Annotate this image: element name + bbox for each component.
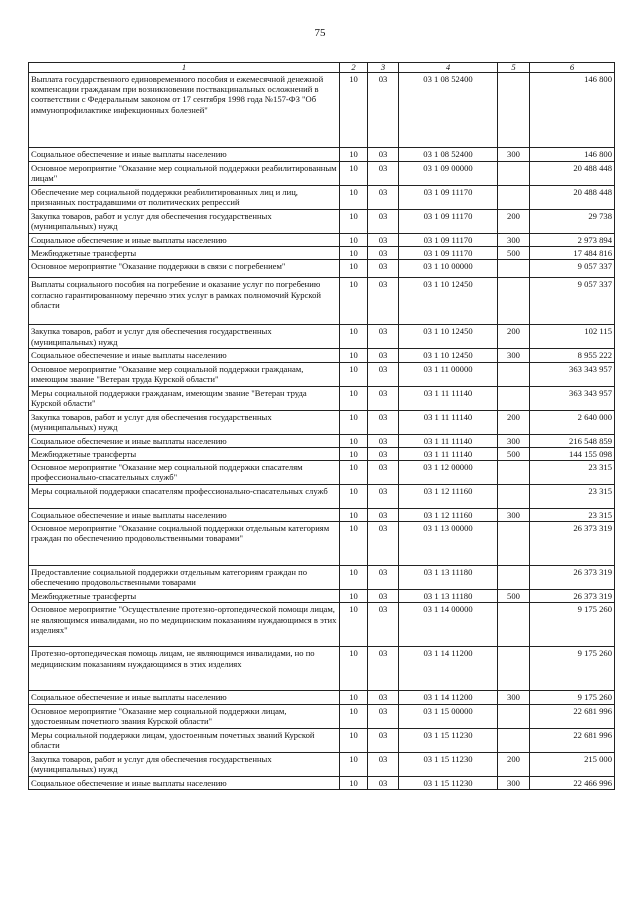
row-section-cell: 10 xyxy=(340,362,368,386)
page-number: 75 xyxy=(314,27,326,39)
header-row xyxy=(29,63,615,73)
table-row xyxy=(29,148,615,162)
row-kind-cell xyxy=(498,186,530,210)
row-sum-cell: 146 800 xyxy=(530,73,615,148)
row-subsection-cell: 03 xyxy=(368,522,399,566)
table-row xyxy=(29,73,615,148)
row-subsection-cell: 03 xyxy=(368,590,399,603)
row-section-cell: 10 xyxy=(340,434,368,447)
table-row xyxy=(29,704,615,728)
table-row xyxy=(29,325,615,349)
row-kind-cell: 300 xyxy=(498,691,530,704)
row-sum-cell: 22 681 996 xyxy=(530,704,615,728)
row-kind-cell xyxy=(498,728,530,752)
row-sum-cell: 9 057 337 xyxy=(530,260,615,278)
table-row xyxy=(29,485,615,509)
row-subsection-cell: 03 xyxy=(368,73,399,148)
row-section-cell: 10 xyxy=(340,234,368,247)
row-name-cell: Социальное обеспечение и иные выплаты населению xyxy=(29,349,340,362)
row-target-cell: 03 1 11 11140 xyxy=(399,386,498,410)
row-kind-cell xyxy=(498,260,530,278)
row-target-cell: 03 1 09 00000 xyxy=(399,162,498,186)
row-section-cell: 10 xyxy=(340,603,368,647)
table-row xyxy=(29,522,615,566)
row-sum-cell: 23 315 xyxy=(530,485,615,509)
row-section-cell: 10 xyxy=(340,566,368,590)
row-target-cell: 03 1 12 11160 xyxy=(399,509,498,522)
row-sum-cell: 146 800 xyxy=(530,148,615,162)
row-subsection-cell: 03 xyxy=(368,603,399,647)
row-subsection-cell: 03 xyxy=(368,566,399,590)
row-sum-cell: 20 488 448 xyxy=(530,186,615,210)
row-target-cell: 03 1 10 12450 xyxy=(399,278,498,325)
row-section-cell: 10 xyxy=(340,186,368,210)
row-kind-cell xyxy=(498,704,530,728)
row-name-cell: Протезно-ортопедическая помощь лицам, не являющимся инвалидами, но по медицинским показаниям нуждающимся в этих изделиях xyxy=(29,647,340,691)
row-kind-cell xyxy=(498,162,530,186)
table-row xyxy=(29,509,615,522)
row-subsection-cell: 03 xyxy=(368,461,399,485)
row-section-cell: 10 xyxy=(340,691,368,704)
table-row xyxy=(29,752,615,776)
row-name-cell: Обеспечение мер социальной поддержки реабилитированных лиц и лиц, признанных пострадавшими от политических репрессий xyxy=(29,186,340,210)
row-subsection-cell: 03 xyxy=(368,278,399,325)
row-sum-cell: 22 466 996 xyxy=(530,776,615,789)
row-target-cell: 03 1 13 11180 xyxy=(399,590,498,603)
row-sum-cell: 26 373 319 xyxy=(530,590,615,603)
row-target-cell: 03 1 11 00000 xyxy=(399,362,498,386)
row-kind-cell xyxy=(498,522,530,566)
row-sum-cell: 17 484 816 xyxy=(530,247,615,260)
row-subsection-cell: 03 xyxy=(368,349,399,362)
row-target-cell: 03 1 09 11170 xyxy=(399,186,498,210)
table-row xyxy=(29,461,615,485)
row-target-cell: 03 1 15 11230 xyxy=(399,728,498,752)
row-section-cell: 10 xyxy=(340,162,368,186)
row-name-cell: Социальное обеспечение и иные выплаты населению xyxy=(29,234,340,247)
table-row xyxy=(29,647,615,691)
header-cell-name: 1 xyxy=(29,63,340,73)
row-target-cell: 03 1 11 11140 xyxy=(399,410,498,434)
row-section-cell: 10 xyxy=(340,210,368,234)
row-section-cell: 10 xyxy=(340,485,368,509)
row-sum-cell: 9 175 260 xyxy=(530,691,615,704)
table-row xyxy=(29,186,615,210)
row-kind-cell: 300 xyxy=(498,349,530,362)
row-target-cell: 03 1 13 11180 xyxy=(399,566,498,590)
table-row xyxy=(29,278,615,325)
row-subsection-cell: 03 xyxy=(368,447,399,460)
row-section-cell: 10 xyxy=(340,522,368,566)
table-row xyxy=(29,162,615,186)
row-subsection-cell: 03 xyxy=(368,410,399,434)
row-name-cell: Основное мероприятие "Оказание мер социальной поддержки реабилитированным лицам" xyxy=(29,162,340,186)
budget-table xyxy=(28,62,615,790)
row-name-cell: Выплаты социального пособия на погребение и оказание услуг по погребению согласно гарантированному перечню этих услуг в рамках полномочий Курской области xyxy=(29,278,340,325)
row-target-cell: 03 1 15 00000 xyxy=(399,704,498,728)
row-name-cell: Межбюджетные трансферты xyxy=(29,247,340,260)
row-kind-cell: 300 xyxy=(498,776,530,789)
row-name-cell: Предоставление социальной поддержки отдельным категориям граждан по обеспечению продовольственными товарами xyxy=(29,566,340,590)
row-name-cell: Межбюджетные трансферты xyxy=(29,447,340,460)
row-sum-cell: 8 955 222 xyxy=(530,349,615,362)
table-row xyxy=(29,776,615,789)
table-row xyxy=(29,728,615,752)
row-sum-cell: 363 343 957 xyxy=(530,362,615,386)
row-sum-cell: 9 057 337 xyxy=(530,278,615,325)
row-name-cell: Социальное обеспечение и иные выплаты населению xyxy=(29,509,340,522)
row-name-cell: Социальное обеспечение и иные выплаты населению xyxy=(29,148,340,162)
header-cell-sum: 6 xyxy=(530,63,615,73)
header-cell-target: 4 xyxy=(399,63,498,73)
row-subsection-cell: 03 xyxy=(368,210,399,234)
table-row xyxy=(29,410,615,434)
row-kind-cell xyxy=(498,647,530,691)
row-sum-cell: 9 175 260 xyxy=(530,603,615,647)
row-section-cell: 10 xyxy=(340,447,368,460)
row-name-cell: Основное мероприятие "Оказание мер социальной поддержки гражданам, имеющим звание "Ветеран труда Курской области" xyxy=(29,362,340,386)
row-section-cell: 10 xyxy=(340,325,368,349)
row-name-cell: Межбюджетные трансферты xyxy=(29,590,340,603)
row-kind-cell xyxy=(498,278,530,325)
row-target-cell: 03 1 14 11200 xyxy=(399,691,498,704)
row-sum-cell: 215 000 xyxy=(530,752,615,776)
row-kind-cell: 200 xyxy=(498,325,530,349)
row-section-cell: 10 xyxy=(340,647,368,691)
row-subsection-cell: 03 xyxy=(368,776,399,789)
row-subsection-cell: 03 xyxy=(368,728,399,752)
table-row xyxy=(29,210,615,234)
row-name-cell: Меры социальной поддержки гражданам, имеющим звание "Ветеран труда Курской области" xyxy=(29,386,340,410)
row-subsection-cell: 03 xyxy=(368,509,399,522)
row-target-cell: 03 1 09 11170 xyxy=(399,210,498,234)
row-name-cell: Основное мероприятие "Оказание мер социальной поддержки лицам, удостоенным почетного звания Курской области" xyxy=(29,704,340,728)
row-name-cell: Социальное обеспечение и иные выплаты населению xyxy=(29,434,340,447)
row-sum-cell: 29 738 xyxy=(530,210,615,234)
row-subsection-cell: 03 xyxy=(368,162,399,186)
row-section-cell: 10 xyxy=(340,349,368,362)
row-target-cell: 03 1 10 12450 xyxy=(399,325,498,349)
row-section-cell: 10 xyxy=(340,704,368,728)
row-section-cell: 10 xyxy=(340,386,368,410)
row-name-cell: Закупка товаров, работ и услуг для обеспечения государственных (муниципальных) нужд xyxy=(29,410,340,434)
row-kind-cell: 500 xyxy=(498,247,530,260)
row-sum-cell: 9 175 260 xyxy=(530,647,615,691)
row-kind-cell: 300 xyxy=(498,234,530,247)
row-kind-cell: 200 xyxy=(498,210,530,234)
row-name-cell: Меры социальной поддержки лицам, удостоенным почетных званий Курской области xyxy=(29,728,340,752)
row-kind-cell xyxy=(498,485,530,509)
header-cell-kind: 5 xyxy=(498,63,530,73)
header-cell-section: 2 xyxy=(340,63,368,73)
table-row xyxy=(29,590,615,603)
row-subsection-cell: 03 xyxy=(368,247,399,260)
row-target-cell: 03 1 08 52400 xyxy=(399,73,498,148)
row-section-cell: 10 xyxy=(340,148,368,162)
row-target-cell: 03 1 12 11160 xyxy=(399,485,498,509)
row-kind-cell xyxy=(498,362,530,386)
row-subsection-cell: 03 xyxy=(368,234,399,247)
row-subsection-cell: 03 xyxy=(368,434,399,447)
row-name-cell: Закупка товаров, работ и услуг для обеспечения государственных (муниципальных) нужд xyxy=(29,325,340,349)
row-subsection-cell: 03 xyxy=(368,260,399,278)
row-target-cell: 03 1 13 00000 xyxy=(399,522,498,566)
row-name-cell: Закупка товаров, работ и услуг для обеспечения государственных (муниципальных) нужд xyxy=(29,752,340,776)
row-subsection-cell: 03 xyxy=(368,691,399,704)
table-row xyxy=(29,691,615,704)
table-row xyxy=(29,349,615,362)
row-section-cell: 10 xyxy=(340,278,368,325)
row-kind-cell: 500 xyxy=(498,447,530,460)
row-kind-cell: 300 xyxy=(498,148,530,162)
row-target-cell: 03 1 11 11140 xyxy=(399,447,498,460)
row-kind-cell: 300 xyxy=(498,434,530,447)
row-target-cell: 03 1 10 00000 xyxy=(399,260,498,278)
row-sum-cell: 102 115 xyxy=(530,325,615,349)
row-name-cell: Основное мероприятие "Оказание мер социальной поддержки спасателям профессионально-спасательных служб" xyxy=(29,461,340,485)
row-sum-cell: 2 640 000 xyxy=(530,410,615,434)
row-target-cell: 03 1 11 11140 xyxy=(399,434,498,447)
row-target-cell: 03 1 09 11170 xyxy=(399,247,498,260)
row-target-cell: 03 1 08 52400 xyxy=(399,148,498,162)
row-section-cell: 10 xyxy=(340,73,368,148)
row-section-cell: 10 xyxy=(340,590,368,603)
table-row xyxy=(29,447,615,460)
row-sum-cell: 22 681 996 xyxy=(530,728,615,752)
row-target-cell: 03 1 10 12450 xyxy=(399,349,498,362)
row-sum-cell: 363 343 957 xyxy=(530,386,615,410)
row-section-cell: 10 xyxy=(340,752,368,776)
row-subsection-cell: 03 xyxy=(368,148,399,162)
row-subsection-cell: 03 xyxy=(368,325,399,349)
row-section-cell: 10 xyxy=(340,247,368,260)
row-kind-cell xyxy=(498,603,530,647)
row-name-cell: Основное мероприятие "Осуществление протезно-ортопедической помощи лицам, не являющимся инвалидами, но по медицинским показаниям нуждающимся в этих изделиях" xyxy=(29,603,340,647)
row-kind-cell: 200 xyxy=(498,410,530,434)
row-sum-cell: 26 373 319 xyxy=(530,522,615,566)
row-subsection-cell: 03 xyxy=(368,362,399,386)
row-section-cell: 10 xyxy=(340,461,368,485)
row-sum-cell: 2 973 894 xyxy=(530,234,615,247)
table-row xyxy=(29,234,615,247)
row-target-cell: 03 1 09 11170 xyxy=(399,234,498,247)
row-target-cell: 03 1 15 11230 xyxy=(399,776,498,789)
row-subsection-cell: 03 xyxy=(368,752,399,776)
row-kind-cell: 200 xyxy=(498,752,530,776)
row-subsection-cell: 03 xyxy=(368,647,399,691)
row-kind-cell: 500 xyxy=(498,590,530,603)
row-name-cell: Основное мероприятие "Оказание поддержки в связи с погребением" xyxy=(29,260,340,278)
row-target-cell: 03 1 14 11200 xyxy=(399,647,498,691)
table-row xyxy=(29,386,615,410)
row-target-cell: 03 1 12 00000 xyxy=(399,461,498,485)
row-kind-cell xyxy=(498,566,530,590)
row-kind-cell xyxy=(498,73,530,148)
table-row xyxy=(29,603,615,647)
table-row xyxy=(29,566,615,590)
header-cell-subsection: 3 xyxy=(368,63,399,73)
table-row xyxy=(29,260,615,278)
row-name-cell: Социальное обеспечение и иные выплаты населению xyxy=(29,776,340,789)
row-kind-cell xyxy=(498,386,530,410)
row-subsection-cell: 03 xyxy=(368,186,399,210)
row-name-cell: Основное мероприятие "Оказание социальной поддержки отдельным категориям граждан по обеспечению продовольственными товарами" xyxy=(29,522,340,566)
row-kind-cell xyxy=(498,461,530,485)
row-section-cell: 10 xyxy=(340,410,368,434)
row-name-cell: Закупка товаров, работ и услуг для обеспечения государственных (муниципальных) нужд xyxy=(29,210,340,234)
table-row xyxy=(29,362,615,386)
row-sum-cell: 20 488 448 xyxy=(530,162,615,186)
row-kind-cell: 300 xyxy=(498,509,530,522)
table-row xyxy=(29,247,615,260)
row-section-cell: 10 xyxy=(340,776,368,789)
row-sum-cell: 144 155 098 xyxy=(530,447,615,460)
row-section-cell: 10 xyxy=(340,509,368,522)
row-target-cell: 03 1 14 00000 xyxy=(399,603,498,647)
row-sum-cell: 23 315 xyxy=(530,509,615,522)
row-target-cell: 03 1 15 11230 xyxy=(399,752,498,776)
row-subsection-cell: 03 xyxy=(368,704,399,728)
row-section-cell: 10 xyxy=(340,260,368,278)
row-subsection-cell: 03 xyxy=(368,485,399,509)
row-sum-cell: 216 548 859 xyxy=(530,434,615,447)
row-section-cell: 10 xyxy=(340,728,368,752)
table-row xyxy=(29,434,615,447)
row-name-cell: Социальное обеспечение и иные выплаты населению xyxy=(29,691,340,704)
row-sum-cell: 23 315 xyxy=(530,461,615,485)
row-sum-cell: 26 373 319 xyxy=(530,566,615,590)
row-name-cell: Выплата государственного единовременного пособия и ежемесячной денежной компенсации гражданам при возникновении поствакцинальных осложнений в соответствии с Федеральным законом от 17 сентября 1998 года №157-ФЗ "Об иммунопрофилактике инфекционных болезней" xyxy=(29,73,340,148)
row-name-cell: Меры социальной поддержки спасателям профессионально-спасательных служб xyxy=(29,485,340,509)
row-subsection-cell: 03 xyxy=(368,386,399,410)
